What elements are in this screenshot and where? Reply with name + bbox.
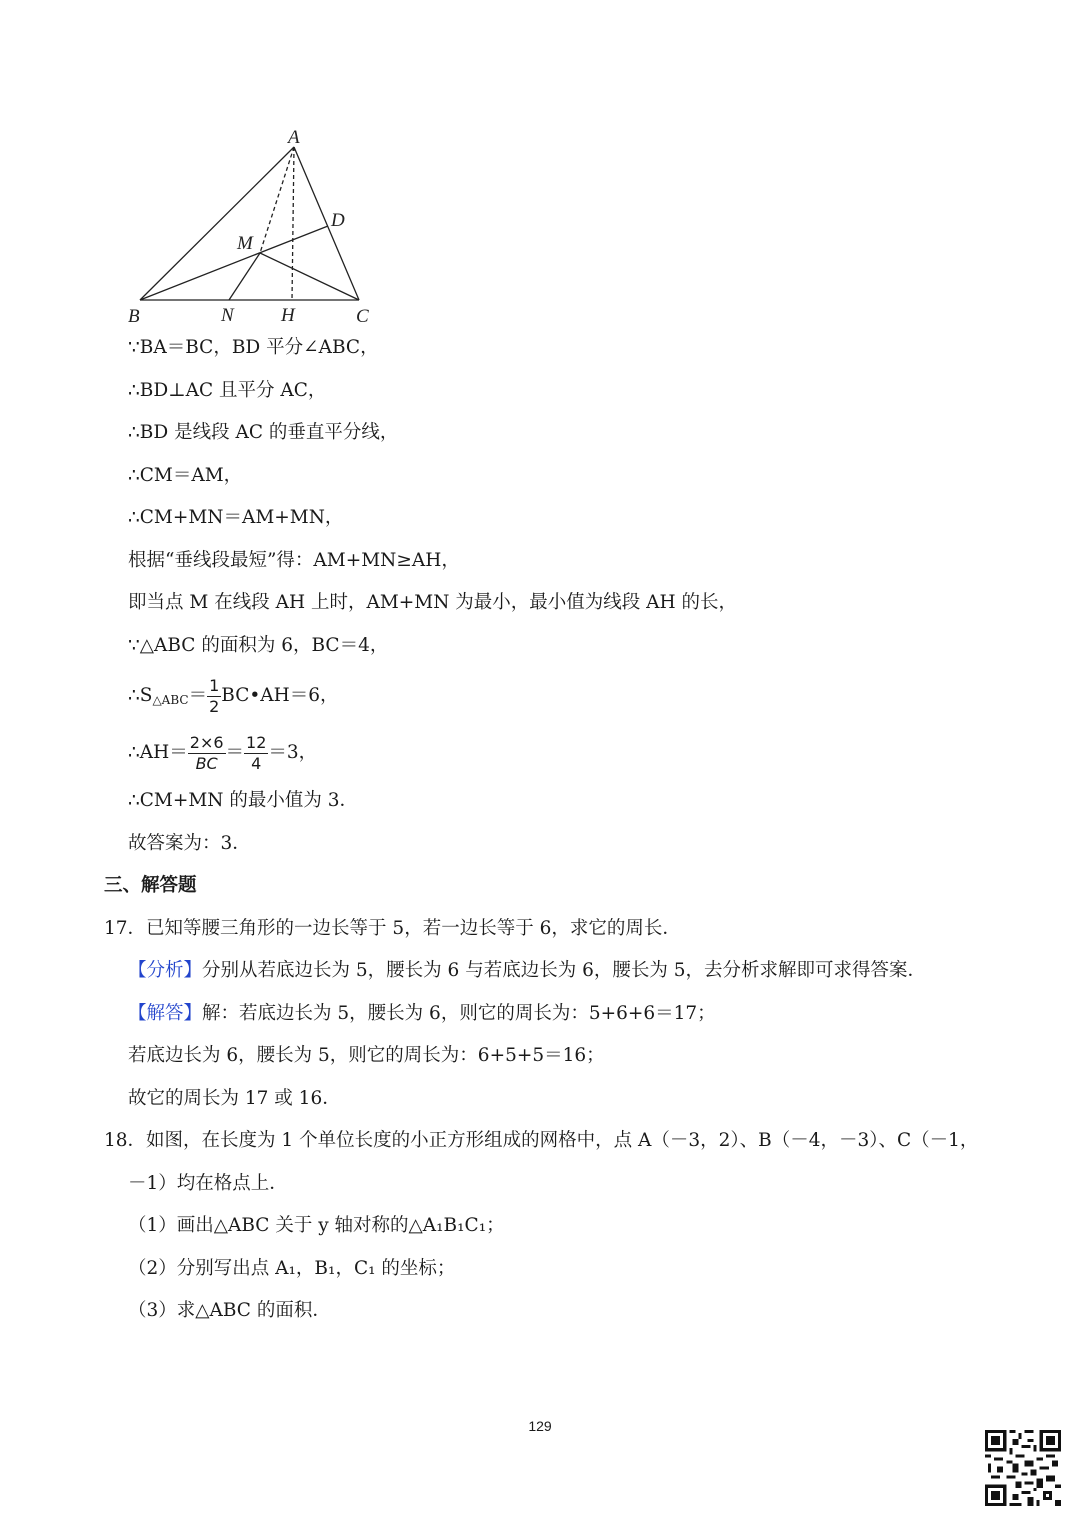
q17-analysis: [128, 958, 926, 984]
q17-line2: 若底边长为 6，腰长为 5，则它的周长为：6+5+5＝16；: [128, 1045, 605, 1066]
ah-rest: ＝3，: [268, 742, 318, 763]
fraction-2x6-over-bc: [188, 732, 226, 773]
segment-bd: [140, 226, 328, 300]
area-prefix: ∴S: [128, 685, 153, 706]
q17-line3: 故它的周长为 17 或 16．: [128, 1088, 341, 1109]
label-d: D: [331, 210, 345, 231]
label-a: A: [288, 127, 300, 148]
solution-line: ∴CM＝AM，: [128, 465, 243, 486]
segment-mc: [260, 253, 359, 300]
fraction-denominator: BC: [195, 753, 218, 773]
side-ac: [294, 147, 359, 300]
label-n: N: [221, 305, 234, 326]
label-h: H: [281, 305, 295, 326]
segment-ah: [292, 147, 294, 300]
fraction-numerator: 12: [246, 732, 267, 752]
half-fraction: [207, 675, 221, 716]
q17-answer: [128, 1001, 716, 1027]
question-17: 17．已知等腰三角形的一边长等于 5，若一边长等于 6，求它的周长．: [104, 918, 681, 939]
ah-eq: ＝: [225, 742, 245, 763]
q18-sub1: （1）画出△ABC 关于 y 轴对称的△A₁B₁C₁；: [128, 1215, 505, 1236]
label-b: B: [128, 306, 140, 327]
area-subscript: △ABC: [152, 693, 189, 707]
fraction-denominator: 4: [251, 753, 262, 773]
q18-sub3: （3）求△ABC 的面积．: [128, 1300, 331, 1321]
solution-line: 根据“垂线段最短”得：AM+MN≥AH，: [128, 550, 460, 571]
triangle-figure: [118, 120, 378, 330]
solution-line: ∴BD⊥AC 且平分 AC，: [128, 380, 327, 401]
solution-line: ∴CM+MN 的最小值为 3．: [128, 790, 359, 811]
side-ab: [140, 147, 294, 300]
answer-text: 解：若底边长为 5，腰长为 6，则它的周长为：5+6+6＝17；: [202, 1003, 716, 1024]
area-eq: ＝: [188, 685, 208, 706]
fraction-denominator: 2: [209, 696, 220, 716]
analysis-text: 分别从若底边长为 5，腰长为 6 与若底边长为 6，腰长为 5，去分析求解即可求得答案．: [202, 960, 927, 981]
area-rest: BC•AH＝6，: [221, 685, 339, 706]
page-number: 129: [528, 1418, 552, 1434]
fraction-12-over-4: [244, 732, 268, 773]
ah-prefix: ∴AH＝: [128, 742, 188, 763]
segment-mn: [229, 253, 260, 300]
answer-tag: 【解答】: [128, 1003, 203, 1024]
area-formula: [128, 676, 339, 720]
q18-sub2: （2）分别写出点 A₁，B₁，C₁ 的坐标；: [128, 1258, 456, 1279]
label-m: M: [237, 233, 253, 254]
section-title: 三、解答题: [104, 875, 197, 896]
qr-code-icon[interactable]: [985, 1430, 1061, 1506]
solution-line: ∴CM+MN＝AM+MN，: [128, 507, 344, 528]
question-18-cont: －1）均在格点上．: [128, 1173, 288, 1194]
ah-formula: [128, 733, 317, 773]
solution-line: 故答案为：3．: [128, 833, 251, 854]
solution-line: ∵△ABC 的面积为 6，BC＝4，: [128, 635, 389, 656]
segment-am: [260, 147, 294, 253]
question-18: 18．如图，在长度为 1 个单位长度的小正方形组成的网格中，点 A（－3，2）、B（－4，－3）、C（－1，: [104, 1130, 979, 1151]
solution-line: ∴BD 是线段 AC 的垂直平分线，: [128, 422, 399, 443]
solution-line: ∵BA＝BC，BD 平分∠ABC，: [128, 337, 379, 358]
label-c: C: [356, 306, 369, 327]
analysis-tag: 【分析】: [128, 960, 203, 981]
fraction-numerator: 2×6: [189, 732, 224, 752]
fraction-numerator: 1: [209, 675, 220, 695]
solution-line: 即当点 M 在线段 AH 上时，AM+MN 为最小，最小值为线段 AH 的长，: [128, 592, 738, 613]
